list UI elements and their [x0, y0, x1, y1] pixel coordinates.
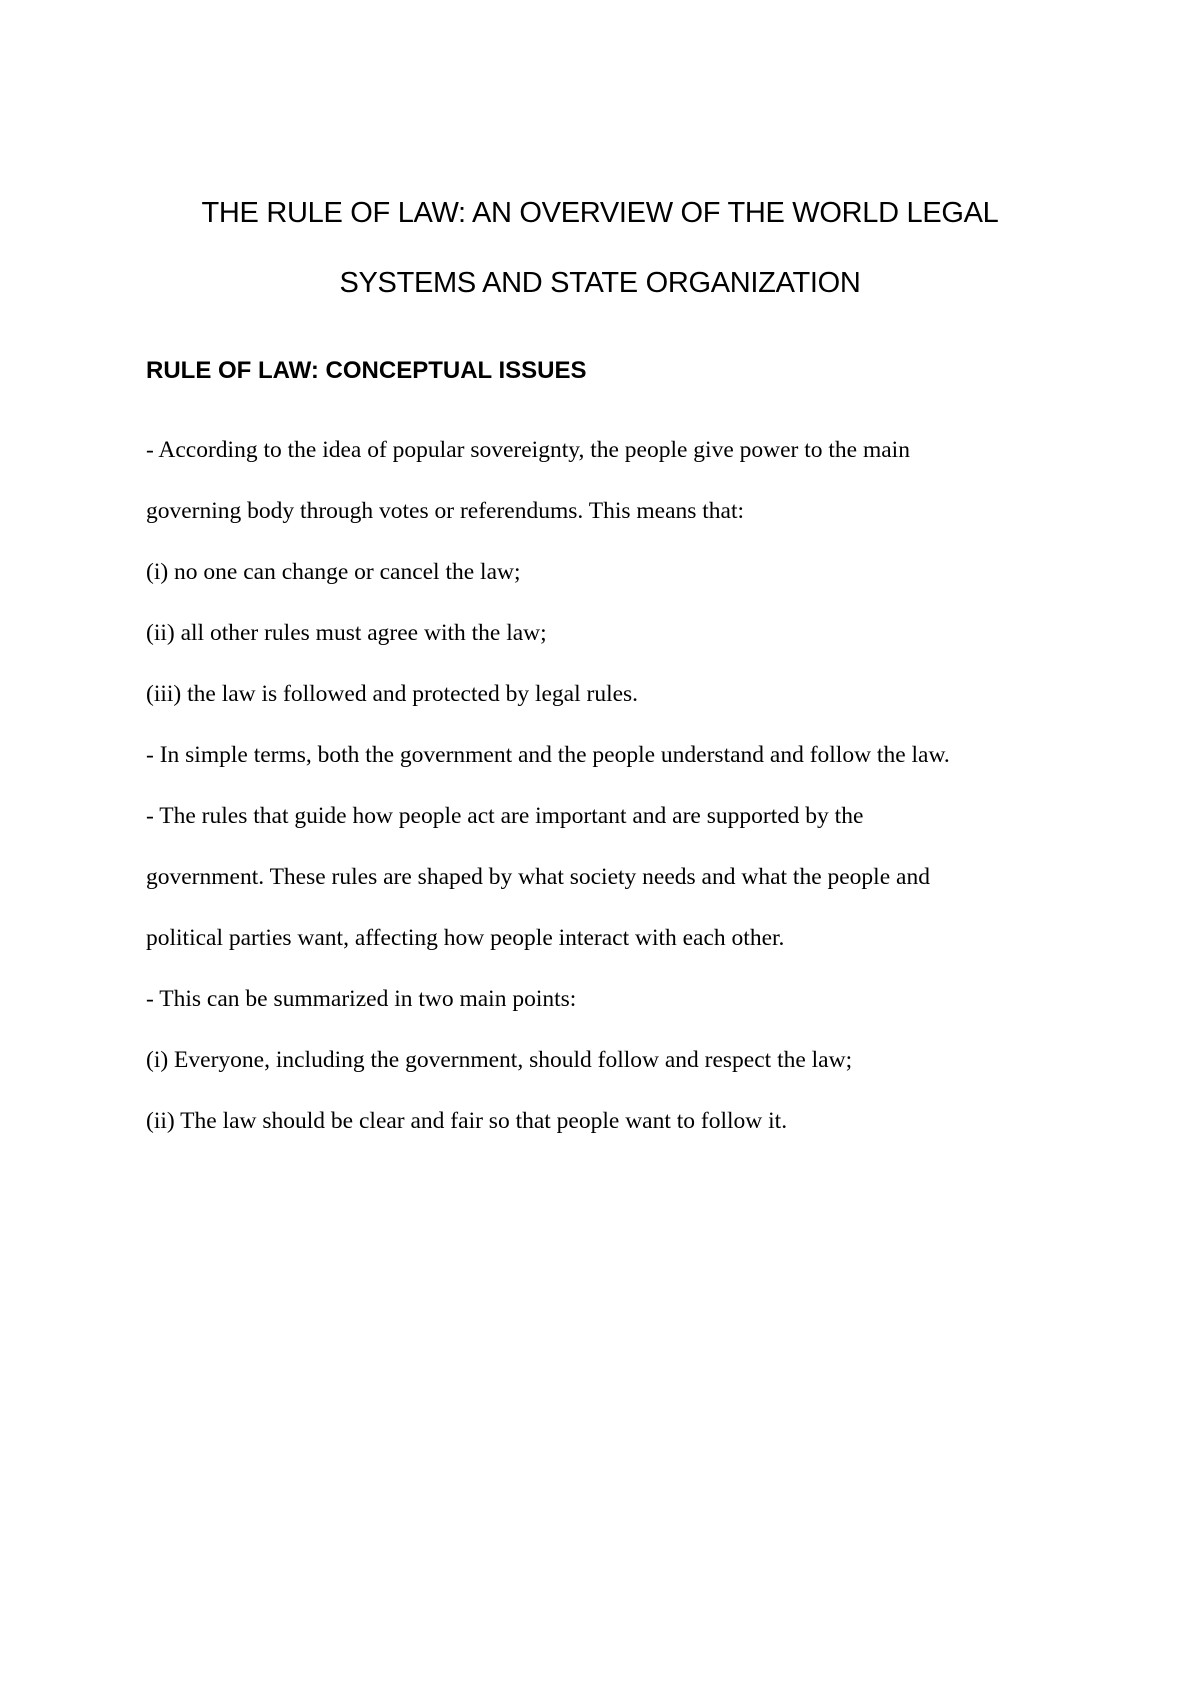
- list-item: (iii) the law is followed and protected by legal rules.: [146, 681, 639, 707]
- title-line-2: SYSTEMS AND STATE ORGANIZATION: [339, 267, 861, 299]
- paragraph-line: - This can be summarized in two main points:: [146, 986, 577, 1012]
- list-item: (i) no one can change or cancel the law;: [146, 559, 521, 585]
- body-text: [146, 420, 1096, 1152]
- paragraph-line: government. These rules are shaped by what society needs and what the people and: [146, 864, 930, 890]
- list-item: (i) Everyone, including the government, should follow and respect the law;: [146, 1047, 853, 1073]
- list-item: (ii) The law should be clear and fair so that people want to follow it.: [146, 1108, 788, 1134]
- paragraph-line: - The rules that guide how people act are important and are supported by the: [146, 803, 864, 829]
- paragraph-line: - In simple terms, both the government and the people understand and follow the law.: [146, 742, 950, 768]
- document-title: [0, 178, 1200, 318]
- section-heading: RULE OF LAW: CONCEPTUAL ISSUES: [146, 357, 587, 384]
- list-item: (ii) all other rules must agree with the law;: [146, 620, 547, 646]
- paragraph-line: political parties want, affecting how people interact with each other.: [146, 925, 785, 951]
- paragraph-line: governing body through votes or referendums. This means that:: [146, 498, 745, 524]
- title-line-1: THE RULE OF LAW: AN OVERVIEW OF THE WORLD LEGAL: [201, 197, 999, 229]
- paragraph-line: - According to the idea of popular sovereignty, the people give power to the main: [146, 437, 910, 463]
